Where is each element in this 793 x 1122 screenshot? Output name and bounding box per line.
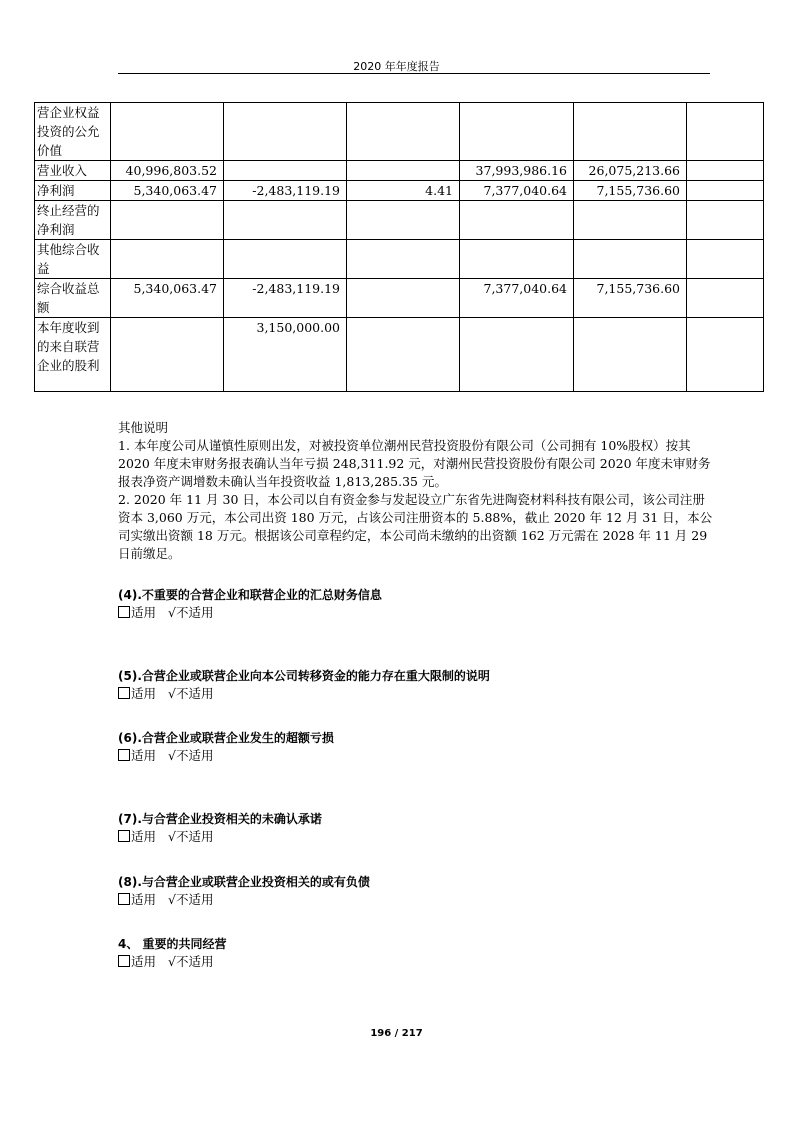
table-cell: -2,483,119.19 bbox=[224, 181, 347, 201]
table-cell bbox=[460, 240, 574, 279]
table-cell bbox=[347, 279, 460, 318]
applicable-label: 适用 bbox=[131, 829, 157, 844]
applicable-label: 适用 bbox=[131, 605, 157, 620]
table-cell bbox=[347, 201, 460, 240]
checkbox-icon bbox=[118, 893, 130, 905]
table-cell bbox=[687, 103, 764, 161]
notes-paragraph-1: 1. 本年度公司从谨慎性原则出发，对被投资单位潮州民营投资股份有限公司（公司拥有 10%股权）按其 2020 年度未审财务报表确认当年亏损 248,311.92 元，对潮州民营投资股份有限公司 2020 年度未审财务报表净资产调增数未确认当年投资收益 1,813,285.35 元。 bbox=[118, 438, 711, 489]
table-cell: -2,483,119.19 bbox=[224, 279, 347, 318]
row-label: 其他综合收益 bbox=[35, 240, 111, 279]
applicability-line bbox=[118, 604, 382, 622]
table-cell bbox=[111, 201, 224, 240]
table-cell bbox=[574, 240, 687, 279]
applicability-line bbox=[118, 953, 227, 971]
section-title: (7).与合营企业投资相关的未确认承诺 bbox=[118, 812, 322, 826]
table-cell: 7,155,736.60 bbox=[574, 279, 687, 318]
page-header-title: 2020 年年度报告 bbox=[353, 60, 440, 73]
applicability-line bbox=[118, 828, 322, 846]
section-title: (5).合营企业或联营企业向本公司转移资金的能力存在重大限制的说明 bbox=[118, 669, 490, 683]
table-row bbox=[35, 181, 764, 201]
table-cell bbox=[224, 240, 347, 279]
not-applicable-label: √不适用 bbox=[168, 686, 214, 701]
table-cell bbox=[687, 161, 764, 181]
applicable-label: 适用 bbox=[131, 954, 157, 969]
section-title: (6).合营企业或联营企业发生的超额亏损 bbox=[118, 731, 334, 745]
table-cell bbox=[687, 279, 764, 318]
applicability-line bbox=[118, 891, 370, 909]
checkbox-icon bbox=[118, 830, 130, 842]
table-cell bbox=[574, 201, 687, 240]
notes-title: 其他说明 bbox=[118, 420, 169, 435]
table-cell bbox=[687, 201, 764, 240]
checkbox-icon bbox=[118, 749, 130, 761]
table-cell bbox=[687, 318, 764, 392]
table-cell bbox=[224, 201, 347, 240]
row-label: 净利润 bbox=[35, 181, 111, 201]
section-title: (4).不重要的合营企业和联营企业的汇总财务信息 bbox=[118, 588, 382, 602]
table-cell bbox=[111, 318, 224, 392]
checkbox-icon bbox=[118, 606, 130, 618]
checkbox-icon bbox=[118, 687, 130, 699]
table-cell bbox=[111, 103, 224, 161]
row-label: 本年度收到的来自联营企业的股利 bbox=[35, 318, 111, 392]
table-cell bbox=[347, 240, 460, 279]
applicable-label: 适用 bbox=[131, 748, 157, 763]
table-cell bbox=[224, 161, 347, 181]
table-cell bbox=[460, 103, 574, 161]
table-cell bbox=[574, 103, 687, 161]
applicability-line bbox=[118, 747, 334, 765]
table-row bbox=[35, 240, 764, 279]
section-8 bbox=[118, 873, 370, 909]
section-title: 4、 重要的共同经营 bbox=[118, 937, 227, 951]
row-label: 终止经营的净利润 bbox=[35, 201, 111, 240]
table-row bbox=[35, 279, 764, 318]
table-cell bbox=[574, 318, 687, 392]
table-cell: 37,993,986.16 bbox=[460, 161, 574, 181]
applicable-label: 适用 bbox=[131, 892, 157, 907]
table-cell bbox=[687, 240, 764, 279]
header-divider bbox=[118, 73, 710, 74]
table-cell bbox=[347, 161, 460, 181]
table-cell bbox=[460, 318, 574, 392]
section-title: (8).与合营企业或联营企业投资相关的或有负债 bbox=[118, 875, 370, 889]
notes-block bbox=[118, 419, 713, 563]
page-number: 196 / 217 bbox=[370, 1028, 423, 1039]
row-label: 综合收益总额 bbox=[35, 279, 111, 318]
table-cell: 7,377,040.64 bbox=[460, 279, 574, 318]
table-cell bbox=[111, 240, 224, 279]
financial-table bbox=[34, 102, 764, 392]
not-applicable-label: √不适用 bbox=[168, 892, 214, 907]
table-cell bbox=[347, 103, 460, 161]
not-applicable-label: √不适用 bbox=[168, 829, 214, 844]
table-cell: 26,075,213.66 bbox=[574, 161, 687, 181]
section-5 bbox=[118, 667, 490, 703]
section-6 bbox=[118, 729, 334, 765]
row-label: 营企业权益投资的公允价值 bbox=[35, 103, 111, 161]
checkbox-icon bbox=[118, 955, 130, 967]
table-cell bbox=[224, 103, 347, 161]
table-cell: 3,150,000.00 bbox=[224, 318, 347, 392]
table-cell: 5,340,063.47 bbox=[111, 181, 224, 201]
notes-paragraph-2: 2. 2020 年 11 月 30 日，本公司以自有资金参与发起设立广东省先进陶瓷材料科技有限公司，该公司注册资本 3,060 万元，本公司出资 180 万元，占该公司注册资本的 5.88%，截止 2020 年 12 月 31 日，本公司实缴出资额 18 万元。根据该公司章程约定，本公司尚未缴纳的出资额 162 万元需在 2028 年 11 月 29 日前缴足。 bbox=[118, 492, 713, 561]
not-applicable-label: √不适用 bbox=[168, 748, 214, 763]
applicable-label: 适用 bbox=[131, 686, 157, 701]
table-cell bbox=[460, 201, 574, 240]
table-cell: 40,996,803.52 bbox=[111, 161, 224, 181]
row-label: 营业收入 bbox=[35, 161, 111, 181]
table-cell: 4.41 bbox=[347, 181, 460, 201]
table-row bbox=[35, 318, 764, 392]
not-applicable-label: √不适用 bbox=[168, 954, 214, 969]
table-row bbox=[35, 161, 764, 181]
table-cell: 7,377,040.64 bbox=[460, 181, 574, 201]
table-row bbox=[35, 103, 764, 161]
applicability-line bbox=[118, 685, 490, 703]
not-applicable-label: √不适用 bbox=[168, 605, 214, 620]
section-joint-operations bbox=[118, 935, 227, 971]
section-7 bbox=[118, 810, 322, 846]
table-cell: 5,340,063.47 bbox=[111, 279, 224, 318]
table-row bbox=[35, 201, 764, 240]
table-cell bbox=[347, 318, 460, 392]
section-4 bbox=[118, 586, 382, 622]
table-cell bbox=[687, 181, 764, 201]
table-cell: 7,155,736.60 bbox=[574, 181, 687, 201]
